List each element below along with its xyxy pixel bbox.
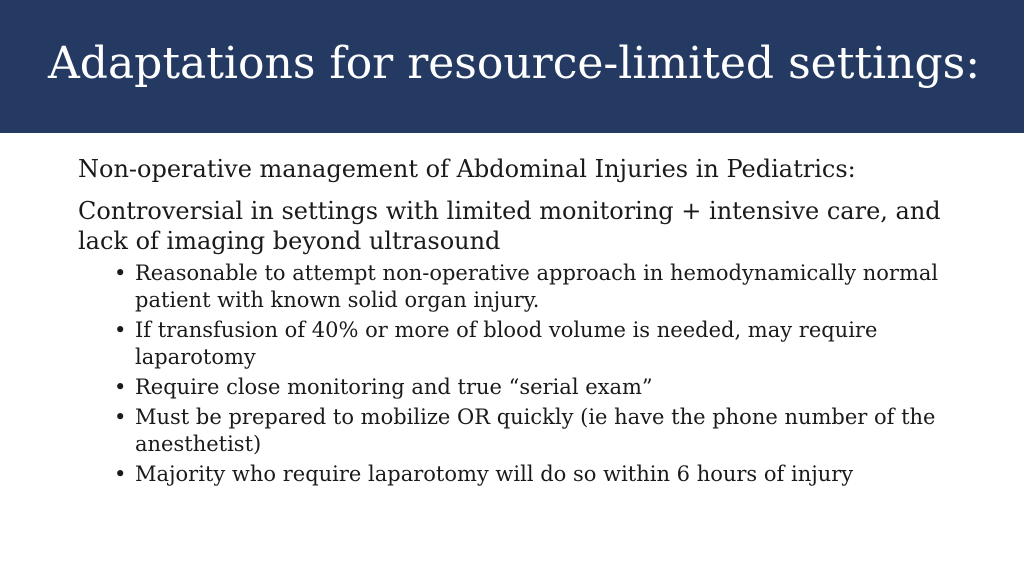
bullet-item xyxy=(114,374,958,401)
bullet-text: Must be prepared to mobilize OR quickly (ie have the phone number of the anesthetist) xyxy=(135,405,936,456)
bullet-icon: • xyxy=(114,462,127,486)
bullet-item xyxy=(114,404,958,458)
bullet-list xyxy=(78,260,958,488)
bullet-text: Reasonable to attempt non-operative approach in hemodynamically normal patient with known solid organ injury. xyxy=(135,261,939,312)
bullet-text: Require close monitoring and true “serial exam” xyxy=(135,375,653,399)
slide-content xyxy=(78,154,958,491)
bullet-text: Majority who require laparotomy will do so within 6 hours of injury xyxy=(135,462,854,486)
subtitle-paragraph: Non-operative management of Abdominal Injuries in Pediatrics: xyxy=(78,155,856,183)
bullet-item xyxy=(114,260,958,314)
context-paragraph: Controversial in settings with limited monitoring + intensive care, and lack of imaging beyond ultrasound xyxy=(78,197,941,255)
title-bar xyxy=(0,0,1024,133)
slide-title: Adaptations for resource-limited settings: xyxy=(48,38,981,89)
bullet-icon: • xyxy=(114,375,127,399)
bullet-item xyxy=(114,461,958,488)
bullet-icon: • xyxy=(114,405,127,429)
bullet-item xyxy=(114,317,958,371)
bullet-text: If transfusion of 40% or more of blood volume is needed, may require laparotomy xyxy=(135,318,878,369)
bullet-icon: • xyxy=(114,318,127,342)
bullet-icon: • xyxy=(114,261,127,285)
